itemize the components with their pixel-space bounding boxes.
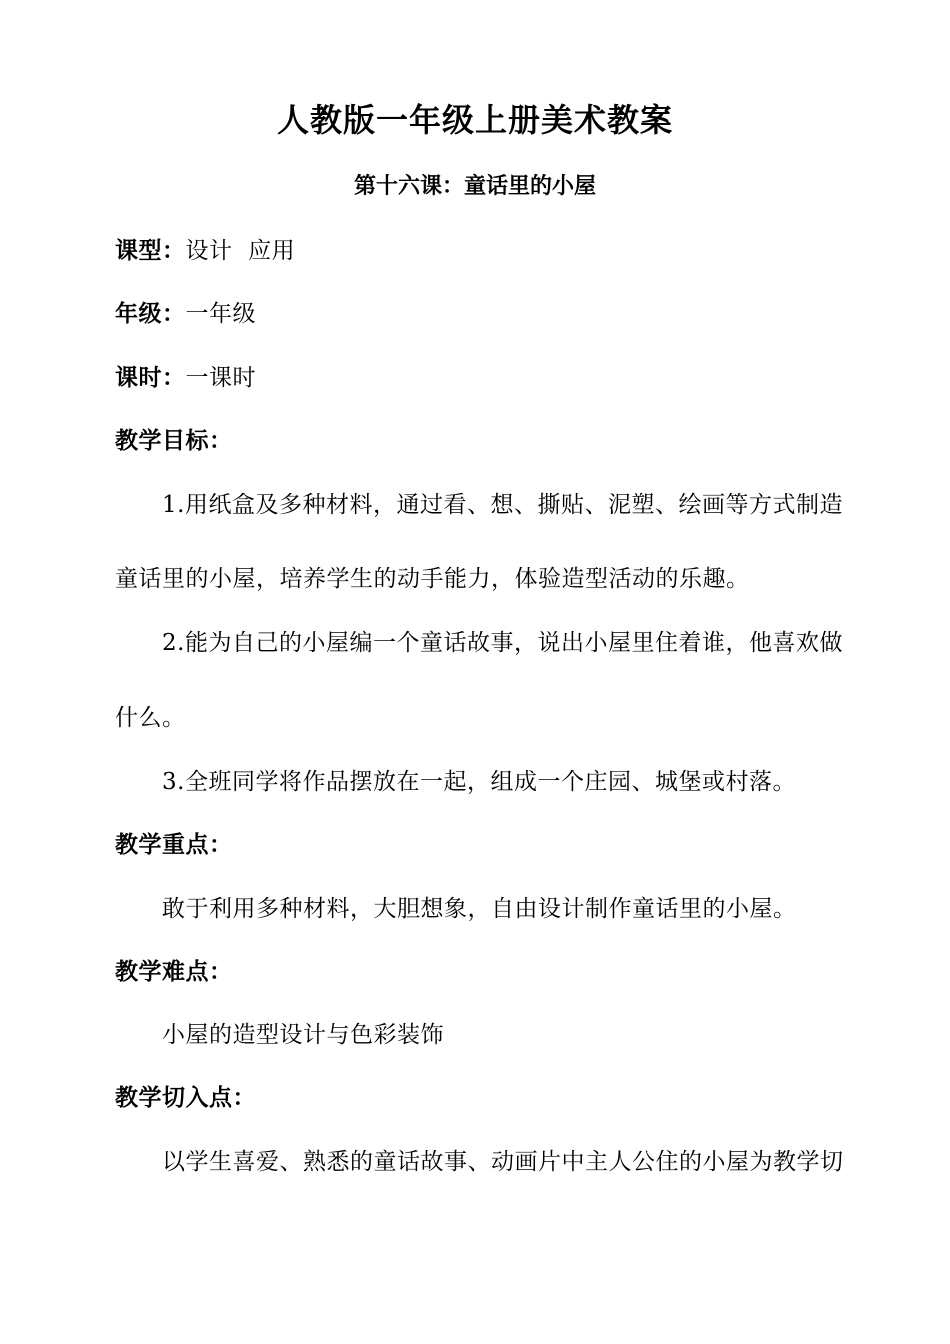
class-hours-line [115,363,256,393]
objective-3: 3.全班同学将作品摆放在一起，组成一个庄园、城堡或村落。 [162,769,796,795]
key-points-heading: 教学重点： [115,832,233,858]
entry-point-text: 以学生喜爱、熟悉的童话故事、动画片中主人公住的小屋为教学切 [162,1149,844,1175]
objective-2-line-2: 什么。 [115,705,186,731]
lesson-type-value: 设计 应用 [185,238,296,264]
document-title: 人教版一年级上册美术教案 [276,101,673,139]
lesson-type-line [115,236,295,266]
lesson-subtitle: 第十六课：童话里的小屋 [353,174,596,199]
difficulties-text: 小屋的造型设计与色彩装饰 [162,1022,444,1048]
objective-2-line-1: 2.能为自己的小屋编一个童话故事，说出小屋里住着谁，他喜欢做 [162,630,843,656]
lesson-type-label: 课型： [115,238,186,264]
objective-1-line-2: 童话里的小屋，培养学生的动手能力，体验造型活动的乐趣。 [115,566,750,592]
class-hours-value: 一课时 [185,365,256,391]
grade-label: 年级： [115,301,186,327]
difficulties-heading: 教学难点： [115,959,233,985]
key-points-text: 敢于利用多种材料，大胆想象，自由设计制作童话里的小屋。 [162,896,797,922]
class-hours-label: 课时： [115,365,186,391]
grade-line [115,299,256,329]
objectives-heading: 教学目标： [115,428,233,454]
objective-1-line-1: 1.用纸盒及多种材料，通过看、想、撕贴、泥塑、绘画等方式制造 [162,492,843,518]
entry-point-heading: 教学切入点： [115,1085,256,1111]
grade-value: 一年级 [185,301,256,327]
